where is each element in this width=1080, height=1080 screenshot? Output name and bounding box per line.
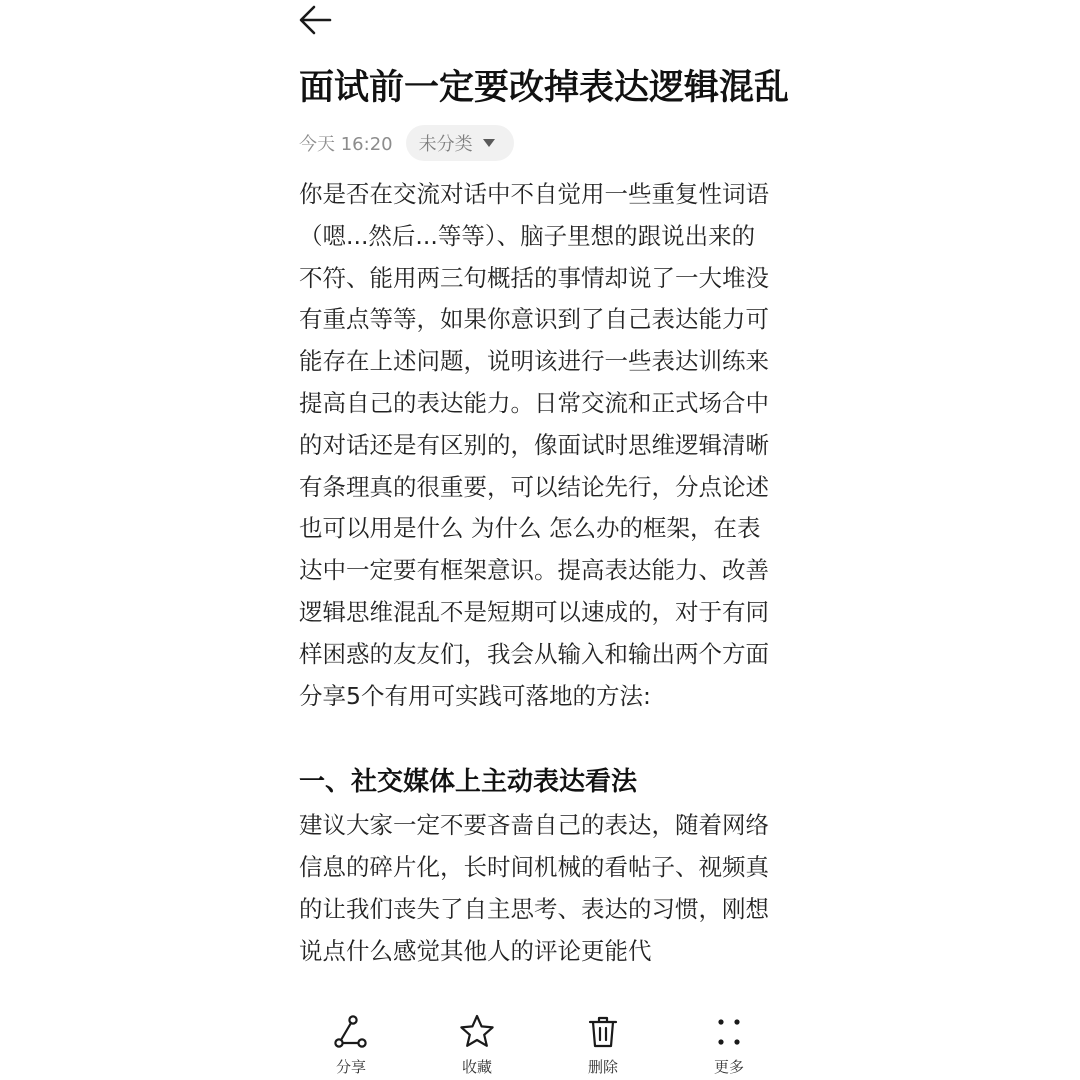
favorite-label: 收藏 <box>461 1058 492 1076</box>
section-paragraph: 建议大家一定不要吝啬自己的表达，随着网络信息的碎片化，长时间机械的看帖子、视频真的让我们丧失了自主思考、表达的习惯，刚想说点什么感觉其他人的评论更能代 <box>299 811 769 965</box>
back-arrow-icon <box>296 2 336 38</box>
more-button[interactable] <box>666 1006 792 1080</box>
more-label: 更多 <box>713 1058 744 1076</box>
section-heading: 一、社交媒体上主动表达看法 <box>299 767 638 798</box>
note-title: 面试前一定要改掉表达逻辑混乱 <box>299 68 790 108</box>
share-label: 分享 <box>335 1058 366 1076</box>
note-meta <box>299 124 514 162</box>
more-dots-icon <box>709 1012 749 1052</box>
note-body[interactable] <box>299 174 773 1000</box>
delete-label: 删除 <box>587 1058 618 1076</box>
share-icon <box>331 1012 371 1052</box>
delete-button[interactable] <box>540 1006 666 1080</box>
category-dropdown[interactable] <box>406 125 514 161</box>
intro-paragraph: 你是否在交流对话中不自觉用一些重复性词语（嗯...然后...等等）、脑子里想的跟说出来的不符、能用两三句概括的事情却说了一大堆没有重点等等，如果你意识到了自己表达能力可能存在上述问题，说明该进行一些表达训练来提高自己的表达能力。日常交流和正式场合中的对话还是有区别的，像面试时思维逻辑清晰有条理真的很重要，可以结论先行，分点论述也可以用是什么 为什么 怎么办的框架，在表达中一定要有框架意识。提高表达能力、改善逻辑思维混乱不是短期可以速成的，对于有同样困惑的友友们，我会从输入和输出两个方面分享5个有用可实践可落地的方法: <box>299 180 769 710</box>
bottom-toolbar <box>288 1006 792 1080</box>
note-timestamp: 今天 16:20 <box>299 134 393 155</box>
star-icon <box>457 1012 497 1052</box>
favorite-button[interactable] <box>414 1006 540 1080</box>
category-label: 未分类 <box>418 134 473 155</box>
back-button[interactable] <box>296 2 336 38</box>
trash-icon <box>583 1012 623 1052</box>
caret-down-icon <box>483 139 495 147</box>
share-button[interactable] <box>288 1006 414 1080</box>
